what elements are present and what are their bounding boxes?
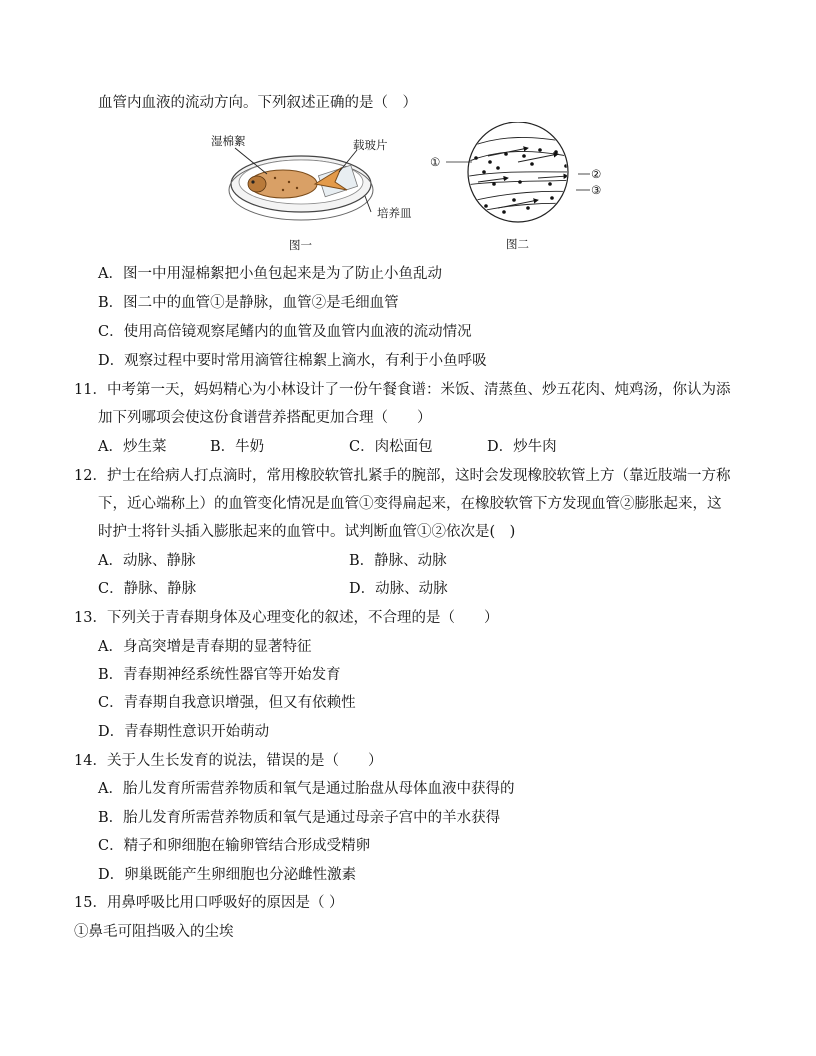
figure-2-blood-vessels	[428, 122, 613, 254]
q13-option-d: D．青春期性意识开始萌动	[98, 724, 270, 740]
q13-stem: 13．下列关于青春期身体及心理变化的叙述，不合理的是（ ）	[74, 610, 499, 626]
q14-option-d: D．卵巢既能产生卵细胞也分泌雌性激素	[98, 867, 357, 883]
q11-option-d: D．炒牛肉	[487, 439, 557, 455]
q14-option-c: C．精子和卵细胞在输卵管结合形成受精卵	[98, 838, 371, 854]
figure-2-caption: 图二	[506, 237, 529, 251]
q10-option-d: D．观察过程中要时常用滴管往棉絮上滴水，有利于小鱼呼吸	[98, 353, 487, 369]
label-slide: 载玻片	[353, 138, 388, 152]
q13-option-a: A．身高突增是青春期的显著特征	[98, 639, 312, 655]
q12-option-c: C．静脉、静脉	[98, 581, 197, 597]
q15-stem: 15．用鼻呼吸比用口呼吸好的原因是（ ）	[74, 895, 344, 911]
q12-stem-line-1: 12．护士在给病人打点滴时，常用橡胶软管扎紧手的腕部，这时会发现橡胶软管上方（靠近肢端一方称	[74, 468, 731, 484]
label-vessel-3: ③	[591, 183, 602, 197]
q13-option-b: B．青春期神经系统性器官等开始发育	[98, 667, 341, 683]
q13-option-c: C．青春期自我意识增强，但又有依赖性	[98, 695, 356, 711]
label-petri-dish: 培养皿	[377, 206, 412, 220]
q12-stem-line-3: 时护士将针头插入膨胀起来的血管中。试判断血管①②依次是( )	[98, 524, 516, 540]
q14-stem: 14．关于人生长发育的说法，错误的是（ ）	[74, 753, 383, 769]
figure-1-caption: 图一	[289, 238, 312, 252]
q12-option-b: B．静脉、动脉	[349, 553, 447, 569]
q15-item-1: ①鼻毛可阻挡吸入的尘埃	[74, 924, 234, 940]
q14-option-a: A．胎儿发育所需营养物质和氧气是通过胎盘从母体血液中获得的	[98, 781, 515, 797]
q11-option-c: C．肉松面包	[349, 439, 433, 455]
q11-stem-line-1: 11．中考第一天，妈妈精心为小林设计了一份午餐食谱：米饭、清蒸鱼、炒五花肉、炖鸡汤，你认为添	[74, 382, 731, 398]
q11-stem-line-2: 加下列哪项会使这份食谱营养搭配更加合理（ ）	[98, 410, 432, 426]
q12-stem-line-2: 下，近心端称上）的血管变化情况是血管①变得扁起来，在橡胶软管下方发现血管②膨胀起来，这	[98, 496, 722, 512]
question-10-stem-tail: 血管内血液的流动方向。下列叙述正确的是（ ）	[98, 95, 417, 111]
label-vessel-1: ①	[430, 155, 441, 169]
label-vessel-2: ②	[591, 167, 602, 181]
q14-option-b: B．胎儿发育所需营养物质和氧气是通过母亲子宫中的羊水获得	[98, 810, 501, 826]
q12-option-a: A．动脉、静脉	[98, 553, 196, 569]
q10-option-a: A．图一中用湿棉絮把小鱼包起来是为了防止小鱼乱动	[98, 266, 442, 282]
q10-option-b: B．图二中的血管①是静脉，血管②是毛细血管	[98, 295, 399, 311]
q11-option-a: A．炒生菜	[98, 439, 167, 455]
q10-option-c: C．使用高倍镜观察尾鳍内的血管及血管内血液的流动情况	[98, 324, 472, 340]
q11-option-b: B．牛奶	[210, 439, 265, 455]
q12-option-d: D．动脉、动脉	[349, 581, 448, 597]
label-wet-cotton: 湿棉絮	[211, 134, 246, 148]
figure-1-fish-dish	[205, 132, 415, 254]
